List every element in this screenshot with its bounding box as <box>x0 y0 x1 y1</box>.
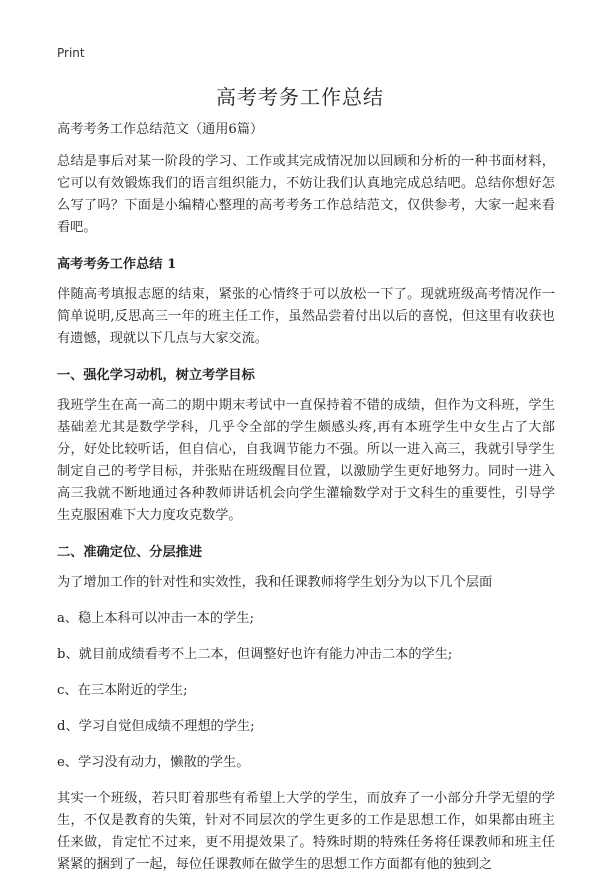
level-item-c: c、在三本附近的学生; <box>57 683 188 698</box>
level-item-d: d、学习自觉但成绩不理想的学生; <box>57 719 255 734</box>
print-link[interactable]: Print <box>57 46 85 60</box>
closing-paragraph: 其实一个班级，若只盯着那些有希望上大学的学生，而放弃了一小部分升学无望的学生，不仅是教育的失策，针对不同层次的学生更多的工作是思想工作，如果都由班主任来做，肯定忙不过来，更不用提效果了。特殊时期的特殊任务将任课教师和班主任紧紧的捆到了一起，每位任课教师在做学生的思想工作方面都有他的独到之 <box>57 791 555 872</box>
point-heading-1: 一、强化学习动机，树立考学目标 <box>57 368 255 383</box>
level-item-e: e、学习没有动力，懒散的学生。 <box>57 755 250 770</box>
intro-paragraph: 总结是事后对某一阶段的学习、工作或其完成情况加以回顾和分析的一种书面材料，它可以有效锻炼我们的语言组织能力，不妨让我们认真地完成总结吧。总结你想好怎么写了吗？下面是小编精心整理的高考考务工作总结范文，仅供参考，大家一起来看看吧。 <box>57 154 555 235</box>
point-paragraph-1: 我班学生在高一高二的期中期末考试中一直保持着不错的成绩，但作为文科班，学生基础差尤其是数学学科，几乎令全部的学生颇感头疼,再有本班学生中女生占了大部分，好处比较听话，但自信心，自我调节能力不强。所以一进入高三，我就引导学生制定自己的考学目标，并张贴在班级醒目位置，以激励学生更好地努力。同时一进入高三我就不断地通过各种教师讲话机会向学生灌输数学对于文科生的重要性，引导学生克服困难下大力度攻克数学。 <box>57 398 555 523</box>
document-subtitle: 高考考务工作总结范文（通用6篇） <box>57 122 264 137</box>
level-item-a: a、稳上本科可以冲击一本的学生; <box>57 611 254 626</box>
point-heading-2: 二、准确定位、分层推进 <box>57 545 203 560</box>
section-heading: 高考考务工作总结 1 <box>57 257 177 272</box>
page-title: 高考考务工作总结 <box>216 85 384 109</box>
level-item-b: b、就目前成绩看考不上二本，但调整好也许有能力冲击二本的学生; <box>57 647 453 662</box>
point-intro-2: 为了增加工作的针对性和实效性，我和任课教师将学生划分为以下几个层面 <box>57 575 493 590</box>
section-paragraph: 伴随高考填报志愿的结束，紧张的心情终于可以放松一下了。现就班级高考情况作一简单说明,反思高三一年的班主任工作，虽然品尝着付出以后的喜悦，但这里有收获也有遗憾，现就以下几点与大家交流。 <box>57 287 555 346</box>
document-body <box>57 119 555 891</box>
